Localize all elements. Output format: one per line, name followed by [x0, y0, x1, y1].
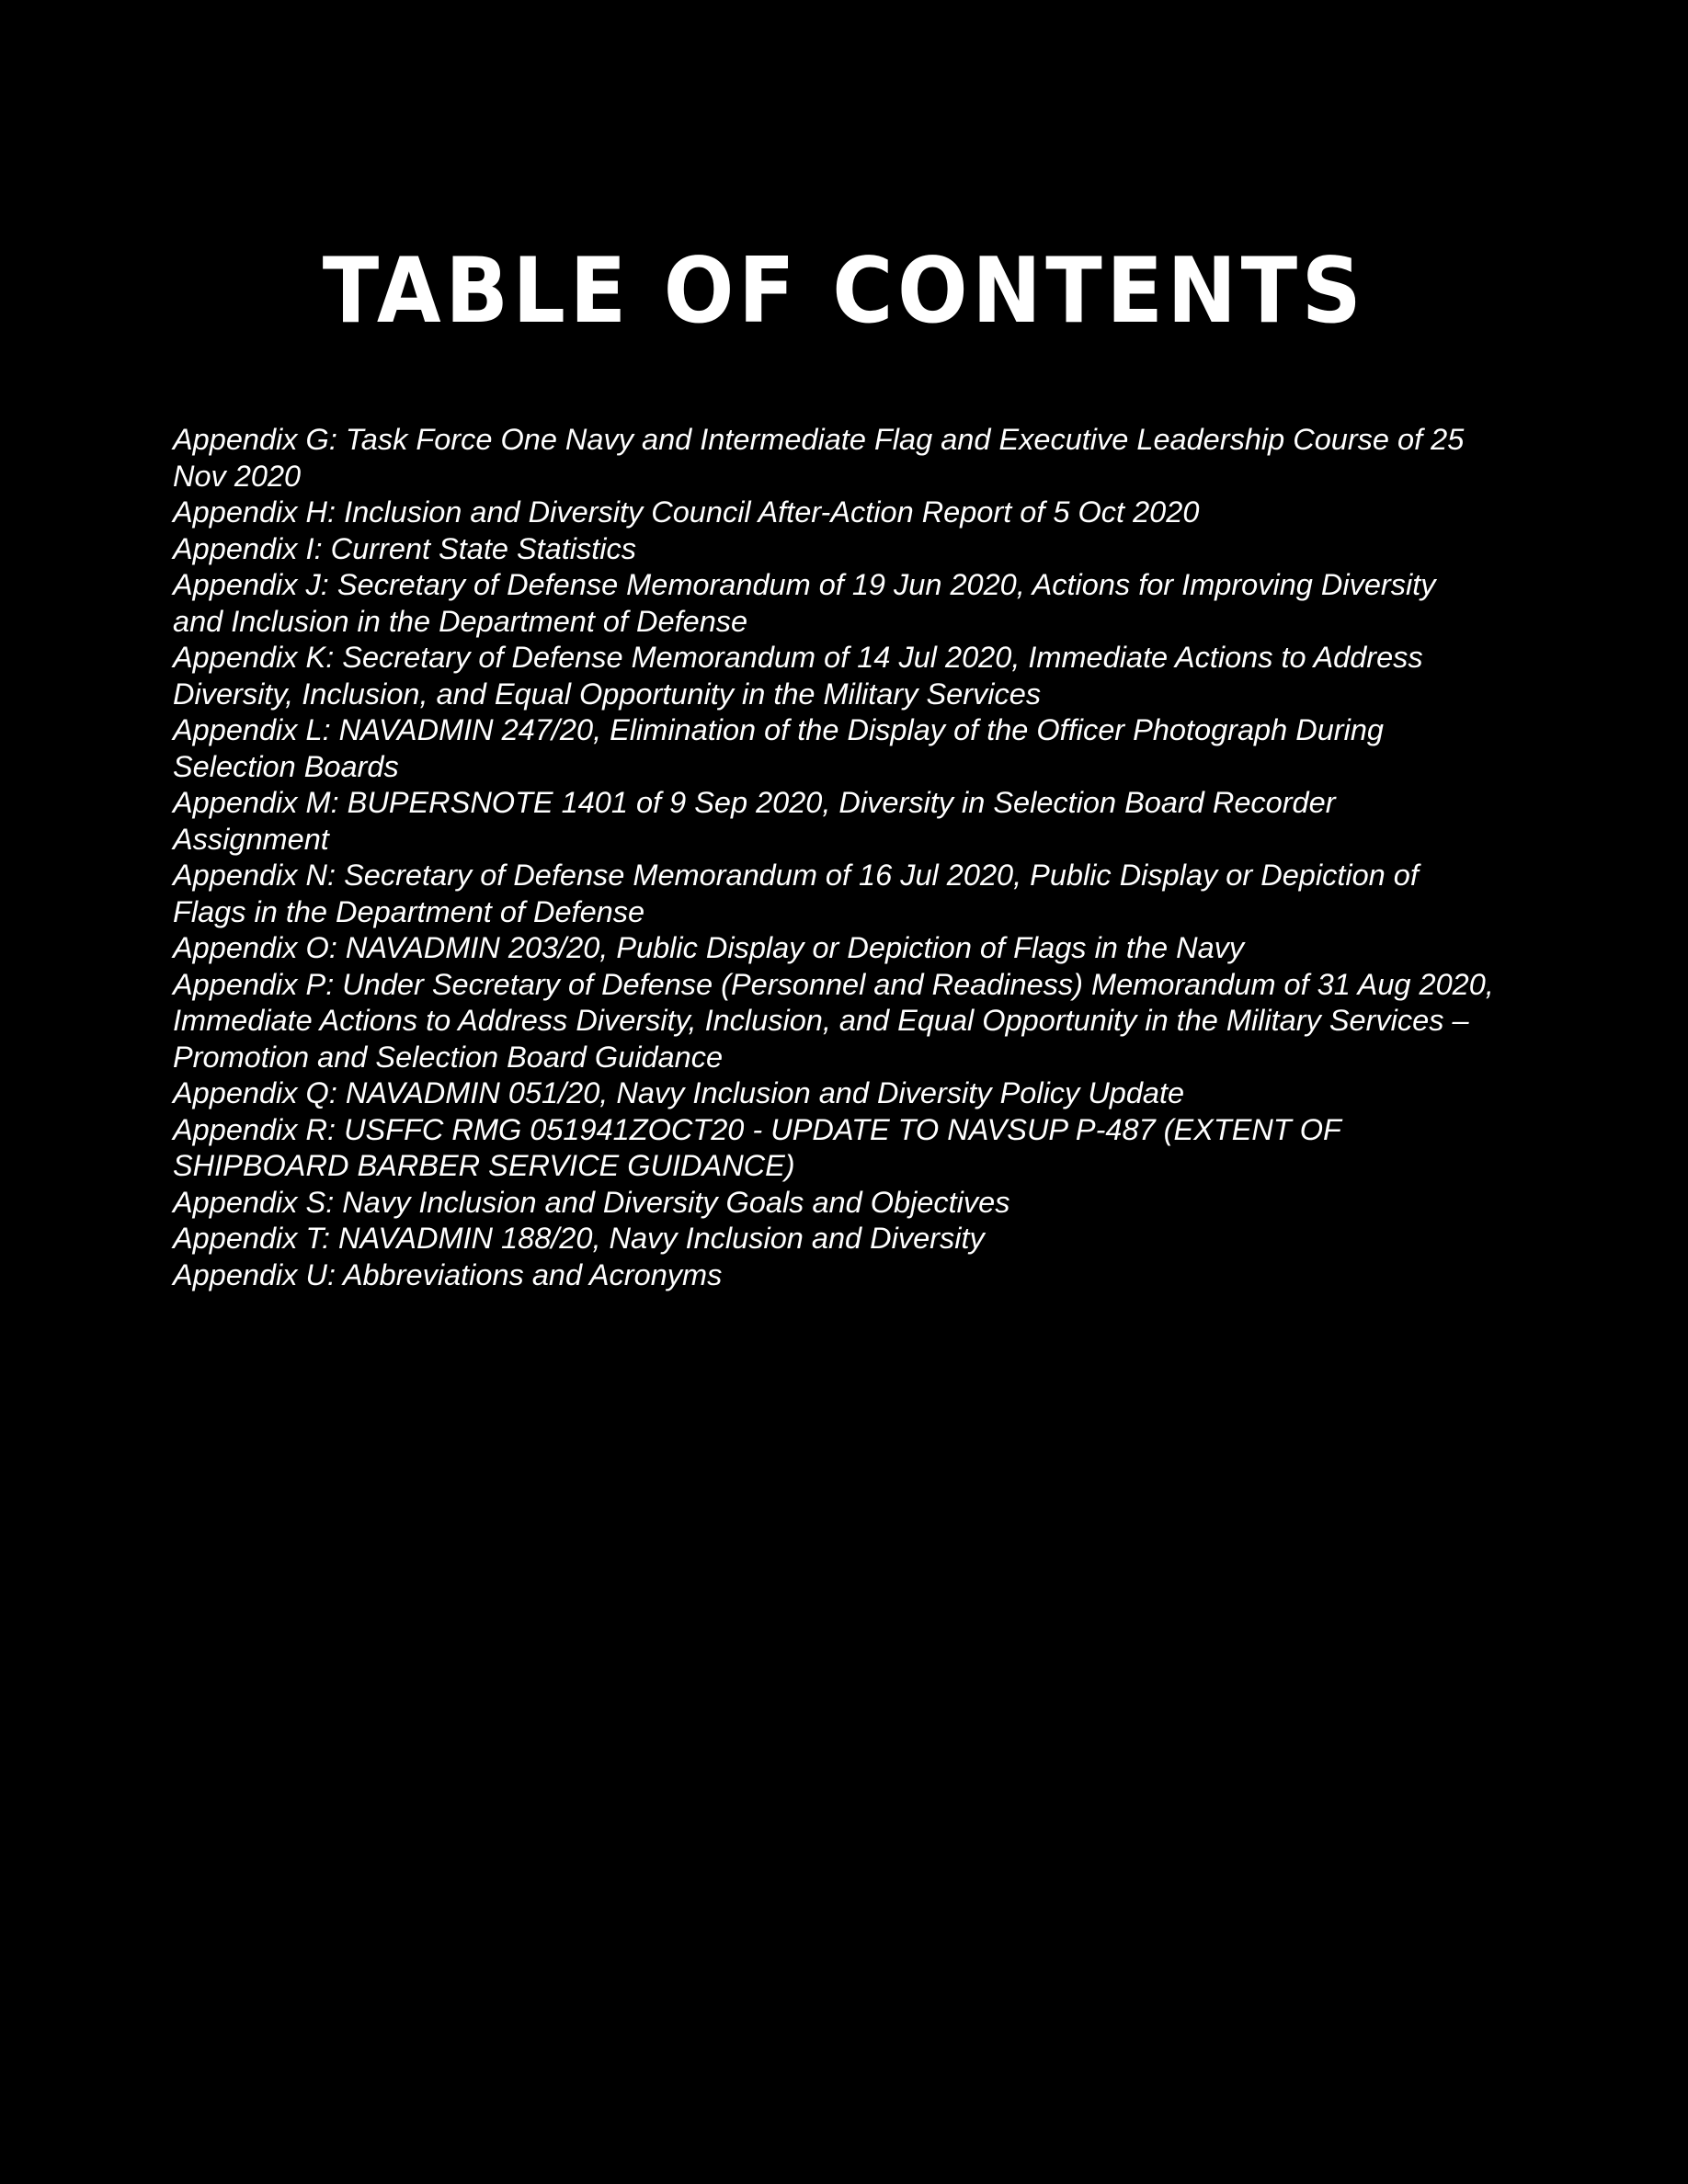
toc-entry-line: Flags in the Department of Defense [173, 894, 645, 928]
toc-entry-line: Appendix Q: NAVADMIN 051/20, Navy Inclusion and Diversity Policy Update [173, 1076, 1185, 1109]
toc-entry-line: Appendix T: NAVADMIN 188/20, Navy Inclusion and Diversity [173, 1222, 985, 1255]
page-title: TABLE OF CONTENTS [322, 239, 1366, 344]
toc-entry-line: Appendix L: NAVADMIN 247/20, Elimination of the Display of the Officer Photograph During [173, 713, 1384, 746]
toc-entry-line: Appendix J: Secretary of Defense Memorandum of 19 Jun 2020, Actions for Improving Diversity [173, 568, 1436, 601]
toc-entry-line: Nov 2020 [173, 459, 302, 493]
toc-entry-line: Assignment [173, 822, 329, 856]
toc-entry [173, 1257, 1524, 1294]
toc-entry [173, 967, 1524, 1076]
toc-entry-line: SHIPBOARD BARBER SERVICE GUIDANCE) [173, 1149, 795, 1182]
toc-entry [173, 640, 1524, 712]
toc-entry-line: Appendix K: Secretary of Defense Memorandum of 14 Jul 2020, Immediate Actions to Address [173, 641, 1423, 674]
table-of-contents-list [173, 422, 1524, 1293]
toc-entry-line: Appendix P: Under Secretary of Defense (Personnel and Readiness) Memorandum of 31 Aug 2020, [173, 967, 1494, 1001]
toc-entry-line: Appendix M: BUPERSNOTE 1401 of 9 Sep 2020, Diversity in Selection Board Recorder [173, 786, 1336, 819]
toc-entry [173, 712, 1524, 785]
toc-entry-line: Promotion and Selection Board Guidance [173, 1040, 724, 1074]
toc-entry [173, 858, 1524, 930]
toc-entry-line: Appendix I: Current State Statistics [173, 531, 636, 565]
toc-entry [173, 495, 1524, 531]
toc-entry [173, 531, 1524, 568]
toc-entry-line: Appendix O: NAVADMIN 203/20, Public Display or Depiction of Flags in the Navy [173, 931, 1245, 964]
toc-entry [173, 422, 1524, 495]
toc-entry-line: Diversity, Inclusion, and Equal Opportunity in the Military Services [173, 677, 1042, 711]
toc-entry-line: Immediate Actions to Address Diversity, Inclusion, and Equal Opportunity in the Military Services – [173, 1004, 1469, 1037]
toc-entry-line: and Inclusion in the Department of Defense [173, 604, 748, 638]
toc-entry [173, 1221, 1524, 1257]
toc-entry-line: Appendix U: Abbreviations and Acronyms [173, 1257, 723, 1291]
toc-entry [173, 567, 1524, 640]
toc-entry [173, 1075, 1524, 1112]
toc-entry [173, 930, 1524, 967]
toc-entry [173, 785, 1524, 858]
toc-entry-line: Selection Boards [173, 749, 399, 783]
toc-entry-line: Appendix N: Secretary of Defense Memorandum of 16 Jul 2020, Public Display or Depiction of [173, 859, 1419, 892]
toc-entry-line: Appendix S: Navy Inclusion and Diversity Goals and Objectives [173, 1185, 1010, 1219]
toc-entry-line: Appendix G: Task Force One Navy and Intermediate Flag and Executive Leadership Course of 25 [173, 423, 1465, 456]
toc-entry [173, 1112, 1524, 1185]
toc-entry [173, 1185, 1524, 1222]
toc-entry-line: Appendix H: Inclusion and Diversity Council After-Action Report of 5 Oct 2020 [173, 495, 1200, 529]
toc-entry-line: Appendix R: USFFC RMG 051941ZOCT20 - UPDATE TO NAVSUP P-487 (EXTENT OF [173, 1112, 1341, 1146]
